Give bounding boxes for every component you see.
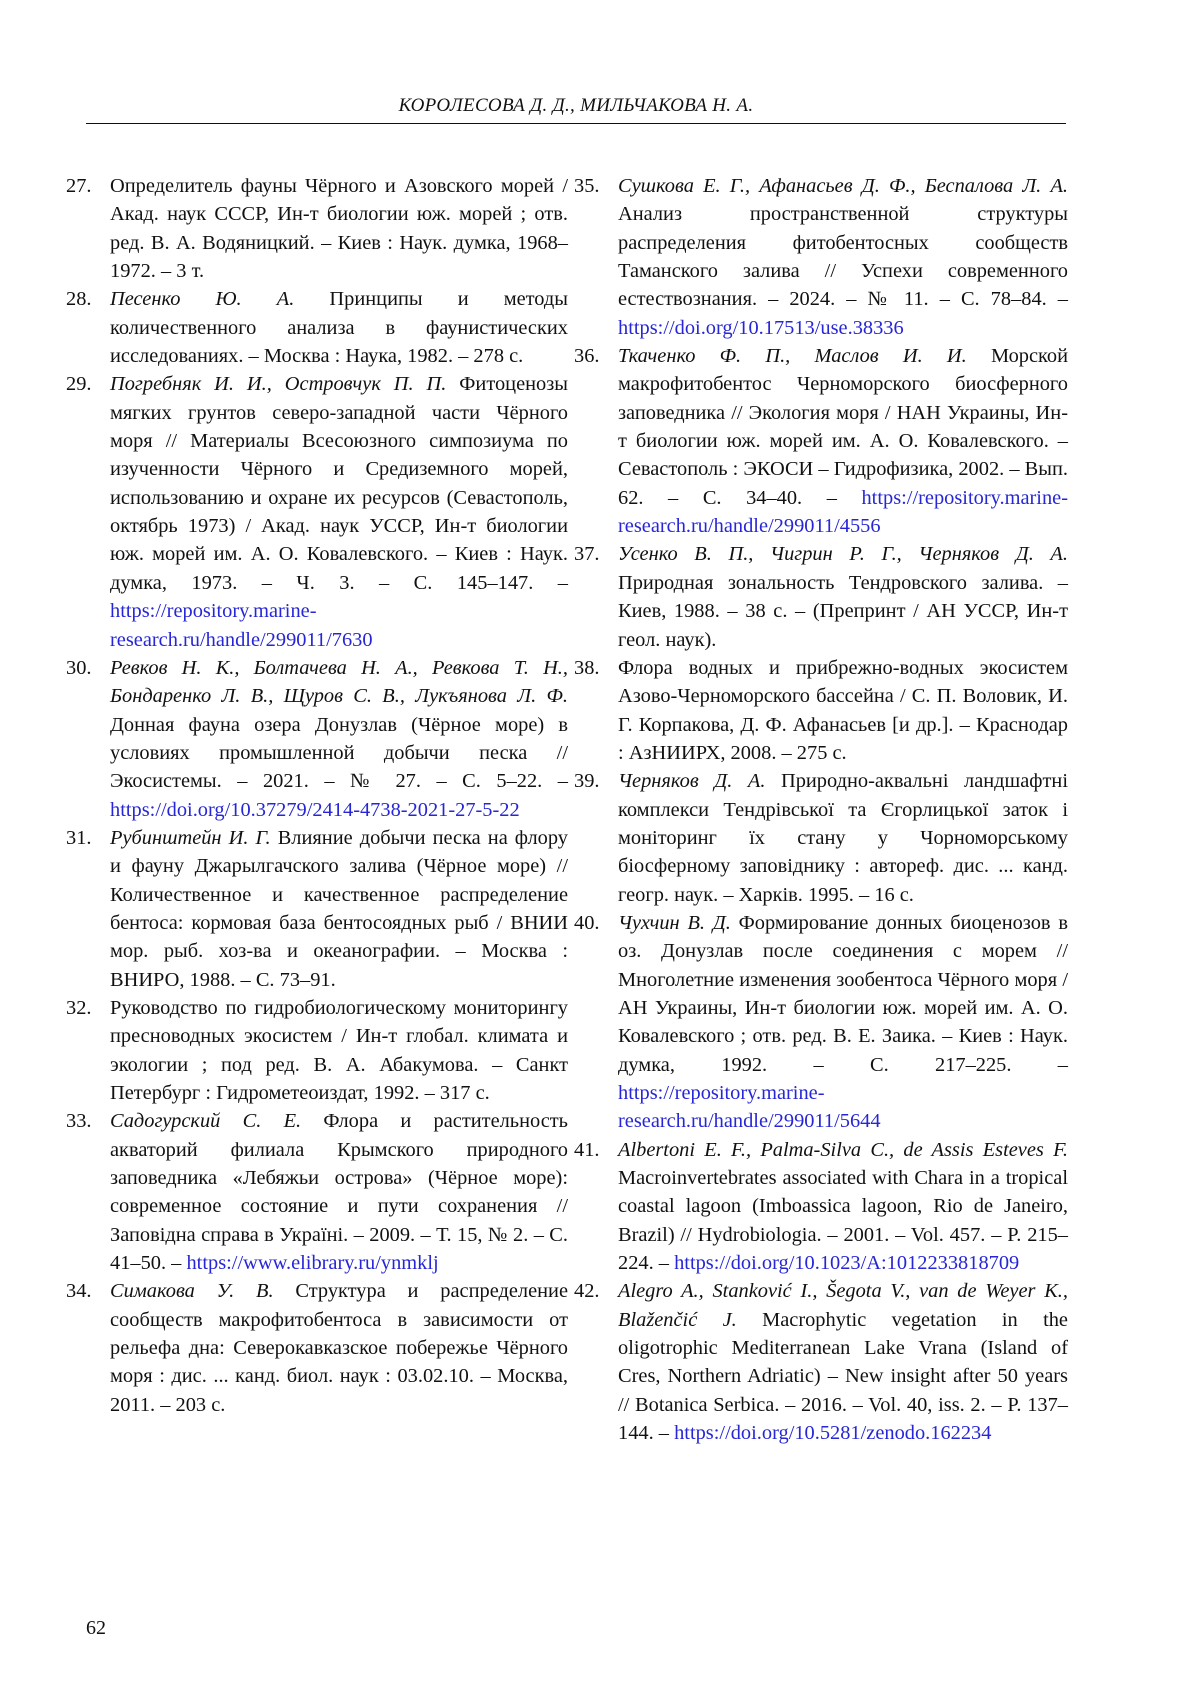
reference-body — [110, 172, 568, 285]
reference-text: Структура и распределение сообществ макрофитобентоса в зависимости от рельефа дна: Северокавказское побережье Чёрного моря : дис. ... канд. биол. наук : 03.02.10. – Москва, 2011. – 203 с. — [110, 1280, 568, 1416]
reference-link[interactable]: https://repository.marine-research.ru/handle/299011/5644 — [618, 1082, 881, 1133]
reference-text: Влияние добычи песка на флору и фауну Джарылгачского залива (Чёрное море) // Количественное и качественное распределение бентоса: кормовая база бентосоядных рыб / ВНИИ мор. рыб. хоз-ва и океанографии. – Москва : ВНИРО, 1988. – С. 73–91. — [110, 826, 569, 991]
page-number: 62 — [86, 1617, 106, 1639]
running-header: КОРОЛЕСОВА Д. Д., МИЛЬЧАКОВА Н. А. — [398, 95, 754, 116]
reference-text: Руководство по гидробиологическому мониторингу пресноводных экосистем / Ин-т глобал. климата и экологии ; под ред. В. А. Абакумова. – Санкт Петербург : Гидрометеоиздат, 1992. – 317 с. — [110, 996, 568, 1104]
reference-authors: Сушкова Е. Г., Афанасьев Д. Ф., Беспалова Л. А. — [618, 175, 1068, 197]
reference-authors: Ревков Н. К., Болтачева Н. А., Ревкова Т. Н., Бондаренко Л. В., Щуров С. В., Лукъянова Л. Ф. — [110, 656, 568, 708]
reference-body — [618, 1136, 1068, 1278]
reference-text: Macrophytic vegetation in the oligotrophic Mediterranean Lake Vrana (Island of Cres, Northern Adriatic) – New insight after 50 years // Botanica Serbica. – 2016. – Vol. 40, iss. 2. – P. 137–144. – — [618, 1308, 1068, 1445]
reference-item — [574, 1136, 1068, 1278]
references-left-column — [66, 172, 568, 1419]
reference-body — [618, 540, 1068, 653]
reference-authors: Песенко Ю. А. — [110, 288, 295, 311]
reference-item — [574, 342, 1068, 540]
reference-text: Донная фауна озера Донузлав (Чёрное море) в условиях промышленной добычи песка // Экосистемы. – 2021. – № 27. – С. 5–22. – — [110, 713, 568, 793]
reference-body — [110, 1107, 568, 1277]
reference-number: 33. — [66, 1110, 92, 1133]
reference-item — [66, 1107, 568, 1277]
reference-body — [618, 654, 1068, 767]
reference-item — [66, 994, 568, 1107]
reference-authors: Симакова У. В. — [110, 1280, 274, 1303]
reference-body — [110, 654, 568, 824]
reference-item — [66, 285, 568, 370]
reference-text: Природно-аквальні ландшафтні комплекси Тендрівської та Єгорлицької заток і моніторинг їх стану у Чорноморському біосферному заповіднику : автореф. дис. ... канд. геогр. наук. – Харків. 1995. – 16 с. — [618, 770, 1068, 906]
reference-body — [110, 370, 568, 653]
reference-authors: Черняков Д. А. — [618, 770, 766, 793]
reference-number: 30. — [66, 656, 92, 679]
reference-number: 38. — [574, 656, 600, 679]
reference-number: 40. — [574, 911, 600, 934]
reference-number: 39. — [574, 770, 600, 793]
reference-number: 37. — [574, 543, 600, 566]
reference-link[interactable]: https://repository.marine-research.ru/handle/299011/7630 — [110, 600, 373, 651]
reference-number: 41. — [574, 1138, 600, 1161]
reference-number: 31. — [66, 826, 92, 849]
reference-text: Флора и растительность акваторий филиала Крымского природного заповедника «Лебяжьи острова» (Чёрное море): современное состояние и пути сохранения // Заповідна справа в Україні. – 2009. – Т. 15, № 2. – С. 41–50. – — [110, 1110, 568, 1275]
reference-item — [574, 909, 1068, 1136]
reference-body — [618, 172, 1068, 342]
reference-item — [66, 654, 568, 824]
reference-text: Флора водных и прибрежно-водных экосистем Азово-Черноморского бассейна / С. П. Воловик, И. Г. Корпакова, Д. Ф. Афанасьев [и др.]. – Краснодар : АзНИИРХ, 2008. – 275 с. — [618, 656, 1068, 764]
references-right-column — [574, 172, 1068, 1447]
reference-body — [618, 342, 1068, 540]
reference-authors: Садогурский С. Е. — [110, 1110, 302, 1133]
reference-body — [110, 994, 568, 1107]
reference-number: 34. — [66, 1280, 92, 1303]
reference-number: 29. — [66, 373, 92, 396]
reference-number: 35. — [574, 175, 600, 197]
reference-authors: Погребняк И. И., Островчук П. П. — [110, 373, 447, 396]
reference-number: 27. — [66, 175, 92, 197]
reference-text: Принципы и методы количественного анализа в фаунистических исследованиях. – Москва : Наука, 1982. – 278 с. — [110, 288, 568, 368]
reference-authors: Ткаченко Ф. П., Маслов И. И. — [618, 345, 967, 368]
reference-item — [574, 540, 1068, 653]
reference-text: Анализ пространственной структуры распределения фитобентосных сообществ Таманского залива // Успехи современного естествознания. – 2024. – № 11. – С. 78–84. – — [618, 203, 1068, 311]
reference-body — [618, 909, 1068, 1136]
reference-text: Фитоценозы мягких грунтов северо-западной части Чёрного моря // Материалы Всесоюзного симпозиума по изученности Чёрного и Средиземного морей, использованию и охране их ресурсов (Севастополь, октябрь 1973) / Акад. наук УССР, Ин-т биологии юж. морей им. А. О. Ковалевского. – Киев : Наук. думка, 1973. – Ч. 3. – С. 145–147. – — [110, 373, 568, 594]
reference-number: 36. — [574, 345, 600, 368]
reference-body — [110, 285, 568, 370]
reference-body — [110, 1277, 568, 1419]
reference-item — [66, 824, 568, 994]
reference-text: Природная зональность Тендровского залива. – Киев, 1988. – 38 с. – (Препринт / АН УССР, Ин-т геол. наук). — [618, 571, 1068, 651]
reference-text: Определитель фауны Чёрного и Азовского морей / Акад. наук СССР, Ин-т биологии юж. морей ; отв. ред. В. А. Водяницкий. – Киев : Наук. думка, 1968–1972. – 3 т. — [110, 175, 568, 283]
reference-number: 42. — [574, 1280, 600, 1303]
reference-text: Формирование донных биоценозов в оз. Донузлав после соединения с морем // Многолетние изменения зообентоса Чёрного моря / АН Украины, Ин-т биологии юж. морей им. А. О. Ковалевского ; отв. ред. В. Е. Заика. – Киев : Наук. думка, 1992. – С. 217–225. – — [618, 911, 1068, 1076]
reference-link[interactable]: https://doi.org/10.1023/A:1012233818709 — [674, 1252, 1020, 1275]
reference-link[interactable]: https://doi.org/10.17513/use.38336 — [618, 316, 904, 339]
reference-link[interactable]: https://www.elibrary.ru/ynmklj — [186, 1252, 439, 1275]
reference-authors: Усенко В. П., Чигрин Р. Г., Черняков Д. А. — [618, 543, 1068, 566]
reference-number: 28. — [66, 288, 92, 311]
header-rule — [86, 123, 1066, 124]
reference-item — [574, 654, 1068, 767]
reference-authors: Alegro A., Stanković I., Šegota V., van de Weyer K., Blaženčić J. — [618, 1280, 1068, 1331]
reference-item — [66, 370, 568, 653]
reference-text: Macroinvertebrates associated with Chara in a tropical coastal lagoon (Imboassica lagoon, Rio de Janeiro, Brazil) // Hydrobiologia. – 2001. – Vol. 457. – P. 215–224. – — [618, 1167, 1068, 1275]
reference-body — [110, 824, 568, 994]
reference-link[interactable]: https://repository.marine-research.ru/handle/299011/4556 — [618, 486, 1068, 538]
reference-item — [66, 1277, 568, 1419]
reference-item — [574, 767, 1068, 909]
reference-link[interactable]: https://doi.org/10.5281/zenodo.162234 — [674, 1422, 992, 1445]
reference-item — [66, 172, 568, 285]
reference-authors: Чухчин В. Д. — [618, 911, 731, 934]
reference-item — [574, 172, 1068, 342]
reference-body — [618, 767, 1068, 909]
reference-body — [618, 1277, 1068, 1447]
reference-authors: Albertoni E. F., Palma-Silva C., de Assis Esteves F. — [618, 1138, 1068, 1161]
reference-item — [574, 1277, 1068, 1447]
reference-number: 32. — [66, 996, 92, 1019]
reference-link[interactable]: https://doi.org/10.37279/2414-4738-2021-27-5-22 — [110, 798, 520, 821]
reference-authors: Рубинштейн И. Г. — [110, 826, 271, 849]
reference-text: Морской макрофитобентос Черноморского биосферного заповедника // Экология моря / НАН Украины, Ин-т биологии юж. морей им. А. О. Ковалевского. – Севастополь : ЭКОСИ – Гидрофизика, 2002. – Вып. 62. – С. 34–40. – — [618, 345, 1069, 509]
